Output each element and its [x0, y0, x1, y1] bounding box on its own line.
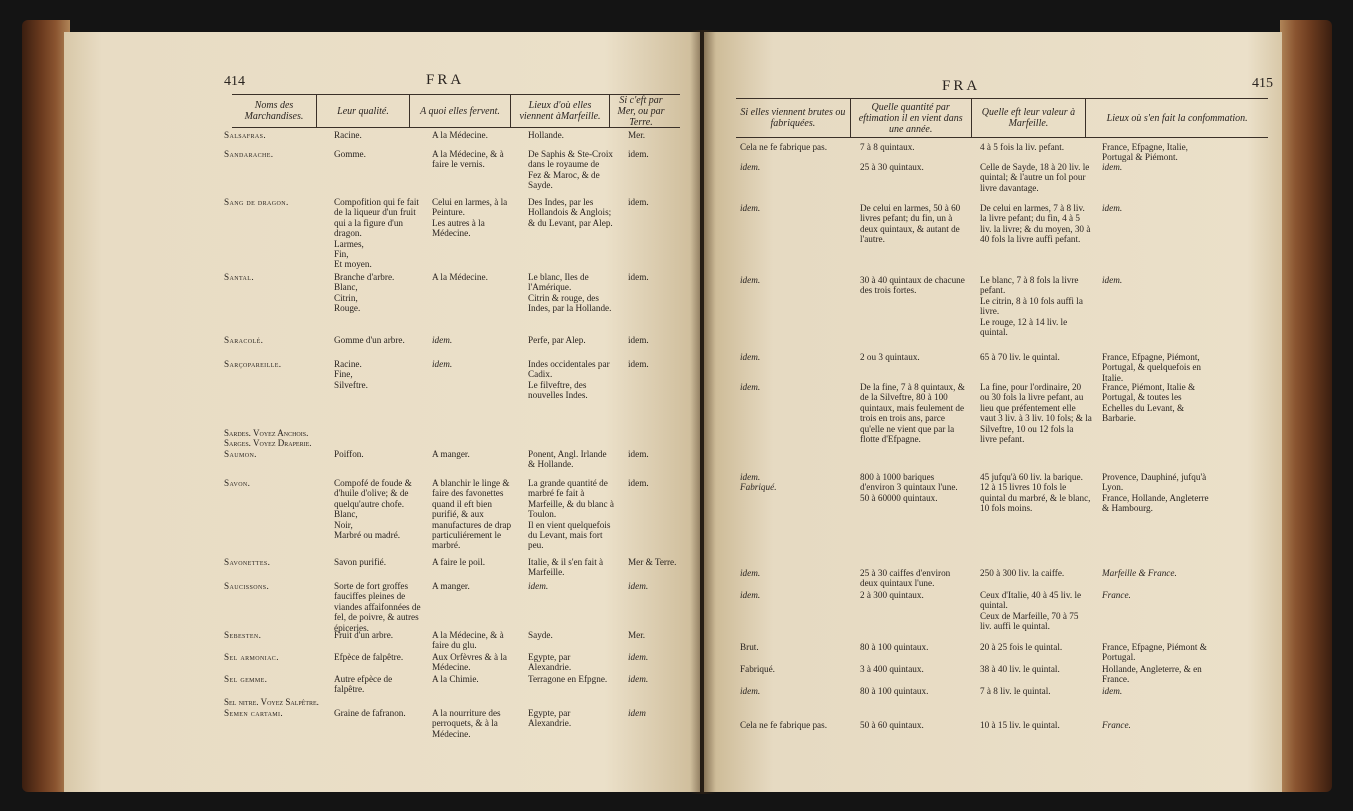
cell-consumption: Hollande, Angleterre, & en France. — [1102, 664, 1202, 685]
cell-value: 7 à 8 liv. le quintal. — [980, 686, 1051, 696]
cell-quality: Efpèce de falpêtre. — [334, 652, 404, 662]
cell-quality: Compofé de foude & d'huile d'olive; & de quelqu'autre chofe. Blanc, Noir, Marbré ou madré. — [334, 478, 412, 541]
cell-state: idem. — [740, 352, 761, 362]
cell-state: Cela ne fe fabrique pas. — [740, 720, 827, 730]
cell-mode: idem. — [628, 449, 649, 459]
cell-quality: Racine. — [334, 130, 362, 140]
cell-origin: Egypte, par Alexandrie. — [528, 708, 572, 729]
cell-state: idem. — [740, 590, 761, 600]
cell-quantity: 25 à 30 quintaux. — [860, 162, 924, 172]
cell-value: De celui en larmes, 7 à 8 liv. la livre pefant; du fin, 4 à 5 liv. la livre; & du moyen, 30 à 40 fols la livre auffi pefant. — [980, 203, 1091, 245]
cell-use: Celui en larmes, à la Peinture. Les autres à la Médecine. — [432, 197, 508, 239]
cell-quantity: 7 à 8 quintaux. — [860, 142, 915, 152]
cell-consumption: idem. — [1102, 686, 1123, 696]
cell-use: idem. — [432, 335, 453, 345]
cell-consumption: France, Piémont, Italie & Portugal, & toutes les Echelles du Levant, & Barbarie. — [1102, 382, 1196, 424]
cell-name: Saucissons. — [224, 581, 270, 591]
page-number: 415 — [1252, 76, 1273, 91]
cell-quantity: 80 à 100 quintaux. — [860, 686, 929, 696]
cell-use: A la Médecine, & à faire le vernis. — [432, 149, 504, 170]
cell-state: Brut. — [740, 642, 759, 652]
cell-value: 10 à 15 liv. le quintal. — [980, 720, 1060, 730]
cell-name: Sel gemme. — [224, 674, 268, 684]
cell-state: idem. — [740, 162, 761, 172]
cell-quantity: 50 à 60 quintaux. — [860, 720, 924, 730]
cell-quality: Poiffon. — [334, 449, 364, 459]
col-header-value: Quelle eft leur valeur à Marfeille. — [972, 99, 1087, 137]
page-header: FRA — [426, 72, 465, 88]
left-book-edge — [22, 20, 70, 792]
cell-origin: Indes occidentales par Cadix. Le filveftre, des nouvelles Indes. — [528, 359, 610, 401]
cell-name: Saracolé. — [224, 335, 264, 345]
cell-origin: Des Indes, par les Hollandois & Anglois; & du Levant, par Alep. — [528, 197, 613, 228]
cell-state: idem. — [740, 686, 761, 696]
cell-origin: Sayde. — [528, 630, 553, 640]
cell-consumption: Provence, Dauphiné, jufqu'à Lyon. France, Hollande, Angleterre & Hambourg. — [1102, 472, 1209, 514]
cell-state: idem. — [740, 382, 761, 392]
col-header-quality: Leur qualité. — [317, 95, 410, 127]
cell-mode: idem. — [628, 272, 649, 282]
cell-name: Sang de dragon. — [224, 197, 289, 207]
cell-quantity: De celui en larmes, 50 à 60 livres pefant; du fin, un à deux quintaux, & autant de l'autre. — [860, 203, 961, 245]
cell-name: Sandarache. — [224, 149, 274, 159]
cell-value: 38 à 40 liv. le quintal. — [980, 664, 1060, 674]
left-page — [64, 32, 700, 792]
cell-origin: De Saphis & Ste-Croix dans le royaume de Fez & Maroc, & de Sayde. — [528, 149, 613, 191]
cell-use: Aux Orfèvres & à la Médecine. — [432, 652, 508, 673]
cell-origin: La grande quantité de marbré fe fait à Marfeille, & du blanc à Toulon. Il en vient quelquefois du Levant, mais fort peu. — [528, 478, 614, 551]
cell-quality: Racine. Fine, Silveftre. — [334, 359, 368, 390]
cell-value: La fine, pour l'ordinaire, 20 ou 30 fols la livre pefant, au lieu que préfentement elle vaut 3 liv. à 3 liv. 10 fols; & la Silveftre, 10 ou 12 fols la livre pefant. — [980, 382, 1092, 445]
right-book-edge — [1280, 20, 1332, 792]
cell-value: Celle de Sayde, 18 à 20 liv. le quintal; & l'autre un fol pour livre davantage. — [980, 162, 1090, 193]
cell-origin: Perfe, par Alep. — [528, 335, 586, 345]
cell-quality: Gomme d'un arbre. — [334, 335, 405, 345]
cell-quantity: 2 ou 3 quintaux. — [860, 352, 920, 362]
cell-mode: idem. — [628, 652, 649, 662]
cell-mode: idem — [628, 708, 646, 718]
cell-quality: Sorte de fort groffes fauciffes pleines de viandes affaifonnées de fel, de poivre, & autres épiceries. — [334, 581, 421, 633]
cell-origin: Terragone en Efpgne. — [528, 674, 608, 684]
cell-mode: Mer. — [628, 130, 646, 140]
cell-origin: Ponent, Angl. Irlande & Hollande. — [528, 449, 607, 470]
cell-origin: Italie, & il s'en fait à Marfeille. — [528, 557, 604, 578]
right-page — [704, 32, 1282, 792]
cell-value: 250 à 300 liv. la caiffe. — [980, 568, 1065, 578]
cell-mode: idem. — [628, 478, 649, 488]
cell-origin: Hollande. — [528, 130, 564, 140]
cross-reference: Sardes. Voyez Anchois. — [224, 428, 309, 438]
cell-use: A la Médecine. — [432, 130, 488, 140]
cell-origin: idem. — [528, 581, 549, 591]
cell-name: Semen cartami. — [224, 708, 284, 718]
col-header-name: Noms des Marchandises. — [232, 95, 317, 127]
cell-consumption: France, Efpagne, Italie, Portugal & Piémont. — [1102, 142, 1188, 163]
cell-value: 4 à 5 fois la liv. pefant. — [980, 142, 1065, 152]
cell-quantity: 3 à 400 quintaux. — [860, 664, 924, 674]
cell-value: 65 à 70 liv. le quintal. — [980, 352, 1060, 362]
cell-quality: Savon purifié. — [334, 557, 387, 567]
table-header — [232, 94, 680, 128]
cell-consumption: France, Efpagne, Piémont & Portugal. — [1102, 642, 1207, 663]
col-header-use: A quoi elles fervent. — [410, 95, 511, 127]
cell-state: idem. Fabriqué. — [740, 472, 777, 493]
cell-quality: Branche d'arbre. Blanc, Citrin, Rouge. — [334, 272, 395, 314]
cell-quality: Compofition qui fe fait de la liqueur d'un fruit qui a la figure d'un dragon. Larmes, Fin, Et moyen. — [334, 197, 419, 270]
cell-mode: Mer. — [628, 630, 646, 640]
cell-quality: Gomme. — [334, 149, 366, 159]
cell-state: idem. — [740, 203, 761, 213]
page-number: 414 — [224, 74, 245, 89]
cell-quantity: 25 à 30 caiffes d'environ deux quintaux l'une. — [860, 568, 951, 589]
cell-mode: idem. — [628, 149, 649, 159]
col-header-origin: Lieux d'où elles viennent àMarfeille. — [511, 95, 610, 127]
cell-quality: Autre efpèce de falpêtre. — [334, 674, 393, 695]
cell-use: A faire le poil. — [432, 557, 486, 567]
cell-value: 45 jufqu'à 60 liv. la barique. 12 à 15 livres 10 fols le quintal du marbré, & le blanc, 10 fols moins. — [980, 472, 1091, 514]
cell-value: Ceux d'Italie, 40 à 45 liv. le quintal. Ceux de Marfeille, 70 à 75 liv. auffi le quintal. — [980, 590, 1082, 632]
cell-use: A la Médecine, & à faire du glu. — [432, 630, 504, 651]
cell-consumption: idem. — [1102, 162, 1123, 172]
cell-name: Sebesten. — [224, 630, 262, 640]
cell-quantity: 30 à 40 quintaux de chacune des trois fortes. — [860, 275, 965, 296]
cell-use: idem. — [432, 359, 453, 369]
cell-mode: idem. — [628, 335, 649, 345]
cell-consumption: idem. — [1102, 275, 1123, 285]
cell-consumption: France, Efpagne, Piémont, Portugal, & quelquefois en Italie. — [1102, 352, 1202, 383]
page-header: FRA — [942, 78, 981, 94]
cell-name: Sarçopareille. — [224, 359, 282, 369]
cell-consumption: France. — [1102, 590, 1131, 600]
cell-value: 20 à 25 fois le quintal. — [980, 642, 1063, 652]
cell-mode: idem. — [628, 674, 649, 684]
cell-mode: idem. — [628, 359, 649, 369]
cell-name: Savon. — [224, 478, 251, 488]
cell-origin: Le blanc, Iles de l'Amérique. Citrin & rouge, des Indes, par la Hollande. — [528, 272, 612, 314]
cell-quality: Graine de fafranon. — [334, 708, 406, 718]
cell-state: idem. — [740, 275, 761, 285]
cell-name: Santal. — [224, 272, 255, 282]
cell-use: A la Chimie. — [432, 674, 479, 684]
cell-quantity: De la fine, 7 à 8 quintaux, & de la Silveftre, 80 à 100 quintaux, mais feulement de trois en trois ans, parce qu'elle ne vient que par la flotte d'Efpagne. — [860, 382, 965, 445]
col-header-quantity: Quelle quantité par eftimation il en vient dans une année. — [851, 99, 972, 137]
cell-use: A blanchir le linge & faire des favonettes quand il eft bien purifié, & aux manufactures de drap particuliérement le marbré. — [432, 478, 512, 551]
cell-use: A manger. — [432, 581, 470, 591]
cross-reference: Sarges. Voyez Draperie. — [224, 438, 312, 448]
open-book — [22, 14, 1332, 800]
cell-quantity: 800 à 1000 bariques d'environ 3 quintaux l'une. 50 à 60000 quintaux. — [860, 472, 958, 503]
cell-consumption: idem. — [1102, 203, 1123, 213]
cell-name: Salsafras. — [224, 130, 267, 140]
cell-name: Sel armoniac. — [224, 652, 279, 662]
cell-quantity: 80 à 100 quintaux. — [860, 642, 929, 652]
cell-consumption: Marfeille & France. — [1102, 568, 1177, 578]
cell-use: A la nourriture des perroquets, & à la Médecine. — [432, 708, 501, 739]
cell-quantity: 2 à 300 quintaux. — [860, 590, 924, 600]
cell-state: Fabriqué. — [740, 664, 775, 674]
cell-quality: Fruit d'un arbre. — [334, 630, 394, 640]
cell-name: Savonettes. — [224, 557, 271, 567]
col-header-state: Si elles viennent brutes ou fabriquées. — [736, 99, 851, 137]
book-gutter — [690, 30, 716, 794]
cell-state: Cela ne fe fabrique pas. — [740, 142, 827, 152]
cell-use: A la Médecine. — [432, 272, 488, 282]
table-header — [736, 98, 1268, 138]
col-header-mode: Si c'eft par Mer, ou par Terre. — [617, 94, 665, 128]
cell-value: Le blanc, 7 à 8 fols la livre pefant. Le citrin, 8 à 10 fols auffi la livre. Le rouge, 12 à 14 liv. le quintal. — [980, 275, 1083, 338]
cell-use: A manger. — [432, 449, 470, 459]
cell-name: Saumon. — [224, 449, 257, 459]
cell-state: idem. — [740, 568, 761, 578]
cell-origin: Egypte, par Alexandrie. — [528, 652, 572, 673]
cell-consumption: France. — [1102, 720, 1131, 730]
col-header-consumption: Lieux où s'en fait la confommation. — [1106, 112, 1248, 124]
cross-reference: Sel nitre. Voyez Salpêtre. — [224, 697, 319, 707]
cell-mode: Mer & Terre. — [628, 557, 677, 567]
cell-mode: idem. — [628, 197, 649, 207]
cell-mode: idem. — [628, 581, 649, 591]
